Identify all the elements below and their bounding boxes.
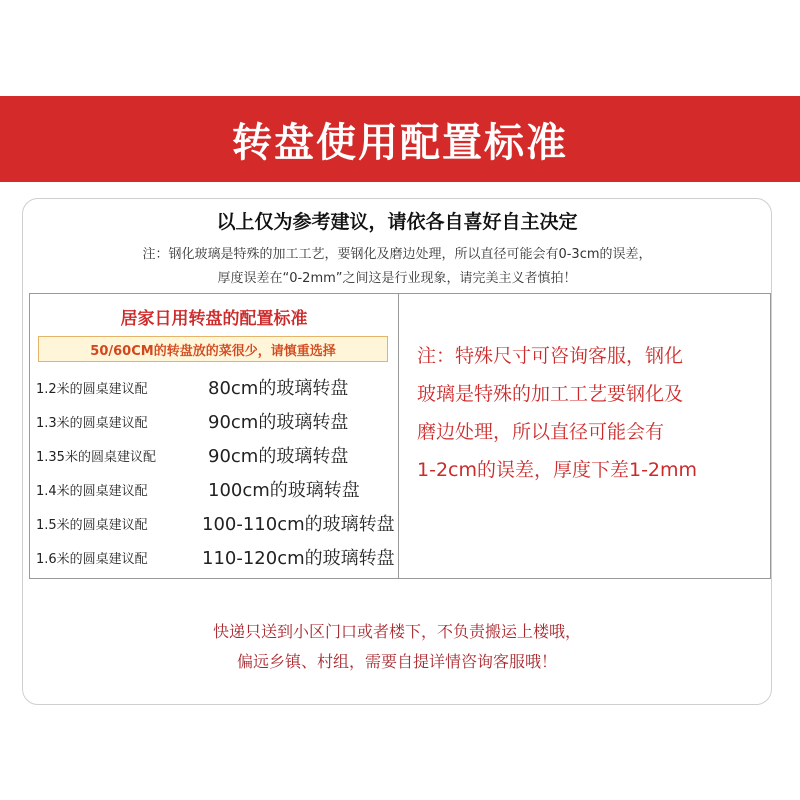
spec-row <box>36 438 396 472</box>
intro-heading: 以上仅为参考建议，请依各自喜好自主决定 <box>216 211 578 233</box>
turntable-size: 110-120cm的玻璃转盘 <box>202 548 395 569</box>
size-warning-text: 50/60CM的转盘放的菜很少，请慎重选择 <box>90 343 336 359</box>
custom-size-note-line: 玻璃是特殊的加工工艺要钢化及 <box>417 383 684 405</box>
custom-size-note <box>417 337 777 489</box>
custom-size-note-line: 磨边处理，所以直径可能会有 <box>417 421 665 443</box>
info-card <box>22 198 772 705</box>
turntable-size: 90cm的玻璃转盘 <box>208 412 349 433</box>
custom-size-note-line: 1-2cm的误差，厚度下差1-2mm <box>417 459 698 481</box>
spec-row <box>36 506 396 540</box>
turntable-size: 90cm的玻璃转盘 <box>208 446 349 467</box>
table-size: 1.6米的圆桌建议配 <box>36 551 148 567</box>
turntable-size: 80cm的玻璃转盘 <box>208 378 349 399</box>
spec-row <box>36 404 396 438</box>
size-warning <box>38 336 388 362</box>
delivery-note-line-1: 快递只送到小区门口或者楼下，不负责搬运上楼哦， <box>212 622 581 641</box>
table-divider <box>398 294 399 578</box>
custom-size-note-line: 注：特殊尺寸可咨询客服，钢化 <box>417 345 684 367</box>
delivery-note-line-2: 偏远乡镇、村组，需要自提详情咨询客服哦！ <box>236 652 557 671</box>
turntable-size: 100-110cm的玻璃转盘 <box>202 514 395 535</box>
tolerance-note-line-1: 注：钢化玻璃是特殊的加工工艺，要钢化及磨边处理，所以直径可能会有0-3cm的误差， <box>142 247 652 262</box>
table-size: 1.35米的圆桌建议配 <box>36 449 156 465</box>
spec-row <box>36 472 396 506</box>
table-size: 1.5米的圆桌建议配 <box>36 517 148 533</box>
spec-table-title: 居家日用转盘的配置标准 <box>120 309 308 329</box>
spec-list <box>36 370 396 574</box>
title-banner <box>0 96 800 182</box>
spec-row <box>36 370 396 404</box>
banner-title: 转盘使用配置标准 <box>232 119 568 166</box>
turntable-size: 100cm的玻璃转盘 <box>208 480 360 501</box>
spec-row <box>36 540 396 574</box>
table-size: 1.3米的圆桌建议配 <box>36 415 148 431</box>
table-size: 1.4米的圆桌建议配 <box>36 483 148 499</box>
table-size: 1.2米的圆桌建议配 <box>36 381 148 397</box>
tolerance-note-line-2: 厚度误差在“0-2mm”之间这是行业现象，请完美主义者慎拍！ <box>217 271 577 286</box>
